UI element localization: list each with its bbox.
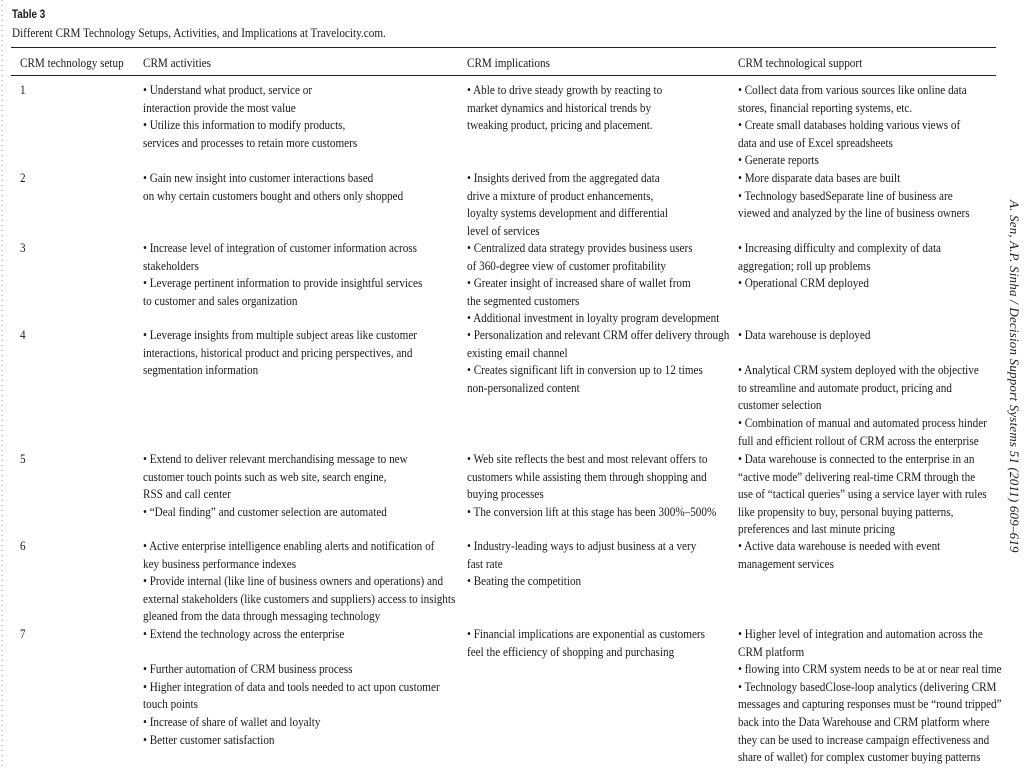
cell-line: • Understand what product, service or <box>143 82 313 97</box>
cell-line: • Extend the technology across the enterprise <box>143 626 345 641</box>
cell-line: • Higher level of integration and automation across the <box>738 626 983 641</box>
row-3-setup-cell <box>20 239 26 257</box>
row-7-implications-cell <box>467 625 705 660</box>
cell-line: to streamline and automate product, pricing and <box>738 379 952 395</box>
page-edge-dots <box>1 0 3 768</box>
cell-line: • Combination of manual and automated process hinder <box>738 414 987 430</box>
row-5-activities-cell <box>143 450 408 520</box>
cell-line: 6 <box>20 538 26 553</box>
cell-line: to customer and sales organization <box>143 292 298 308</box>
cell-line: • Additional investment in loyalty program development <box>467 310 720 326</box>
cell-line: messages and capturing responses must be “round tripped” <box>738 696 1002 712</box>
table-top-rule <box>11 47 996 48</box>
cell-line: • Data warehouse is deployed <box>738 327 871 342</box>
cell-line: like propensity to buy, personal buying patterns, <box>738 503 954 519</box>
cell-line: data and use of Excel spreadsheets <box>738 134 893 150</box>
running-head-text: A. Sen, A.P. Sinha / Decision Support Systems 51 (2011) 609–619 <box>1007 200 1022 553</box>
cell-line: • Active enterprise intelligence enabling alerts and notification of <box>143 538 435 553</box>
cell-line: • Active data warehouse is needed with event <box>738 538 941 553</box>
cell-line: drive a mixture of product enhancements, <box>467 187 654 203</box>
row-5-setup-cell <box>20 450 26 468</box>
cell-line: 2 <box>20 170 26 185</box>
cell-line: 7 <box>20 626 26 641</box>
cell-line: they can be used to increase campaign effectiveness and <box>738 731 990 747</box>
cell-line: buying processes <box>467 486 544 502</box>
cell-line: touch points <box>143 696 198 712</box>
cell-line: segmentation information <box>143 362 259 378</box>
header-activities: CRM activities <box>143 55 212 70</box>
cell-line: customer touch points such as web site, search engine, <box>143 468 387 484</box>
cell-line: non-personalized content <box>467 379 580 395</box>
cell-line: interaction provide the most value <box>143 99 296 115</box>
cell-line: use of “tactical queries” using a service layer with rules <box>738 486 987 502</box>
cell-line: • “Deal finding” and customer selection are automated <box>143 503 387 519</box>
cell-line: • Extend to deliver relevant merchandising message to new <box>143 451 408 466</box>
row-4-implications-cell <box>467 326 729 396</box>
row-2-activities-cell <box>143 169 403 204</box>
cell-line: • Collect data from various sources like online data <box>738 82 967 97</box>
cell-line: • Personalization and relevant CRM offer delivery through <box>467 327 730 342</box>
cell-line: “active mode” delivering real-time CRM through the <box>738 468 976 484</box>
cell-line: customers while assisting them through shopping and <box>467 468 707 484</box>
table-header-rule <box>11 75 996 76</box>
cell-line: • The conversion lift at this stage has been 300%–500% <box>467 503 717 519</box>
cell-line: • Higher integration of data and tools needed to act upon customer <box>143 678 440 694</box>
cell-line: • Increase level of integration of customer information across <box>143 240 418 255</box>
row-4-setup-cell <box>20 326 26 344</box>
cell-line: • Increasing difficulty and complexity of data <box>738 240 942 255</box>
cell-line: • Insights derived from the aggregated data <box>467 170 660 185</box>
row-7-support-cell <box>738 625 1002 766</box>
cell-line: • Able to drive steady growth by reacting to <box>467 82 663 97</box>
cell-line: services and processes to retain more customers <box>143 134 358 150</box>
cell-line: management services <box>738 555 834 571</box>
cell-line <box>143 643 440 661</box>
cell-line: • Analytical CRM system deployed with the objective <box>738 362 979 378</box>
cell-line: fast rate <box>467 555 503 571</box>
cell-line: • Data warehouse is connected to the enterprise in an <box>738 451 975 466</box>
cell-line: RSS and call center <box>143 486 231 502</box>
cell-line: aggregation; roll up problems <box>738 257 871 273</box>
cell-line: on why certain customers bought and others only shopped <box>143 187 404 203</box>
row-4-activities-cell <box>143 326 417 379</box>
row-1-implications-cell <box>467 81 662 134</box>
cell-line: interactions, historical product and pricing perspectives, and <box>143 344 413 360</box>
row-6-setup-cell <box>20 537 26 555</box>
cell-line: tweaking product, pricing and placement. <box>467 117 653 133</box>
cell-line: • Gain new insight into customer interactions based <box>143 170 374 185</box>
cell-line: • Further automation of CRM business process <box>143 661 353 677</box>
row-4-support-cell <box>738 326 987 449</box>
cell-line: of 360-degree view of customer profitability <box>467 257 667 273</box>
cell-line: CRM platform <box>738 643 805 659</box>
row-6-support-cell <box>738 537 940 572</box>
row-6-implications-cell <box>467 537 696 590</box>
row-2-implications-cell <box>467 169 668 239</box>
cell-line: existing email channel <box>467 344 568 360</box>
cell-line <box>738 344 987 362</box>
cell-line: • Greater insight of increased share of wallet from <box>467 275 691 291</box>
row-7-activities-cell <box>143 625 440 748</box>
row-3-activities-cell <box>143 239 422 309</box>
cell-line: • Beating the competition <box>467 573 582 589</box>
cell-line: loyalty systems development and differential <box>467 205 668 221</box>
row-6-activities-cell <box>143 537 455 625</box>
row-7-setup-cell <box>20 625 26 643</box>
running-head <box>1006 200 1024 580</box>
cell-line: full and efficient rollout of CRM across the enterprise <box>738 432 979 448</box>
cell-line: market dynamics and historical trends by <box>467 99 652 115</box>
cell-line: • Utilize this information to modify products, <box>143 117 346 133</box>
cell-line: • Leverage insights from multiple subject areas like customer <box>143 327 418 342</box>
cell-line: feel the efficiency of shopping and purchasing <box>467 643 675 659</box>
cell-line: • Industry-leading ways to adjust business at a very <box>467 538 697 553</box>
row-3-support-cell <box>738 239 941 292</box>
cell-line: 3 <box>20 240 26 255</box>
table-label: Table 3 <box>12 7 46 21</box>
cell-line: • Web site reflects the best and most relevant offers to <box>467 451 708 466</box>
row-1-support-cell <box>738 81 967 169</box>
row-1-activities-cell <box>143 81 357 151</box>
cell-line: • Operational CRM deployed <box>738 275 869 291</box>
cell-line: external stakeholders (like customers and suppliers) access to insights <box>143 590 456 606</box>
row-5-implications-cell <box>467 450 716 520</box>
cell-line: customer selection <box>738 397 822 413</box>
cell-line: • Increase of share of wallet and loyalty <box>143 713 321 729</box>
row-2-setup-cell <box>20 169 26 187</box>
table-caption: Different CRM Technology Setups, Activities, and Implications at Travelocity.com. <box>12 25 386 40</box>
row-5-support-cell <box>738 450 987 538</box>
header-implications: CRM implications <box>467 55 550 70</box>
cell-line: • Financial implications are exponential as customers <box>467 626 706 641</box>
row-1-setup-cell <box>20 81 26 99</box>
cell-line: • Generate reports <box>738 152 819 168</box>
cell-line: • Better customer satisfaction <box>143 731 275 747</box>
cell-line: stores, financial reporting systems, etc. <box>738 99 913 115</box>
cell-line: 5 <box>20 451 26 466</box>
cell-line: • flowing into CRM system needs to be at or near real time <box>738 661 1002 677</box>
cell-line: • Centralized data strategy provides business users <box>467 240 693 255</box>
cell-line: level of services <box>467 222 540 238</box>
cell-line: stakeholders <box>143 257 199 273</box>
cell-line: 1 <box>20 82 26 97</box>
header-support: CRM technological support <box>738 55 863 70</box>
header-setup: CRM technology setup <box>20 55 124 70</box>
cell-line: • Technology basedSeparate line of business are <box>738 187 953 203</box>
cell-line: the segmented customers <box>467 292 580 308</box>
cell-line: back into the Data Warehouse and CRM platform where <box>738 713 990 729</box>
cell-line: • Leverage pertinent information to provide insightful services <box>143 275 423 291</box>
cell-line: • More disparate data bases are built <box>738 170 901 185</box>
cell-line: key business performance indexes <box>143 555 297 571</box>
cell-line: share of wallet) for complex customer buying patterns <box>738 749 981 765</box>
row-3-implications-cell <box>467 239 719 327</box>
cell-line: • Provide internal (like line of business owners and operations) and <box>143 573 444 589</box>
cell-line: • Creates significant lift in conversion up to 12 times <box>467 362 703 378</box>
cell-line: • Create small databases holding various views of <box>738 117 961 133</box>
cell-line: • Technology basedClose-loop analytics (delivering CRM <box>738 678 997 694</box>
cell-line: gleaned from the data through messaging technology <box>143 608 381 624</box>
cell-line: preferences and last minute pricing <box>738 521 896 537</box>
row-2-support-cell <box>738 169 970 222</box>
cell-line: viewed and analyzed by the line of business owners <box>738 205 970 221</box>
cell-line: 4 <box>20 327 26 342</box>
